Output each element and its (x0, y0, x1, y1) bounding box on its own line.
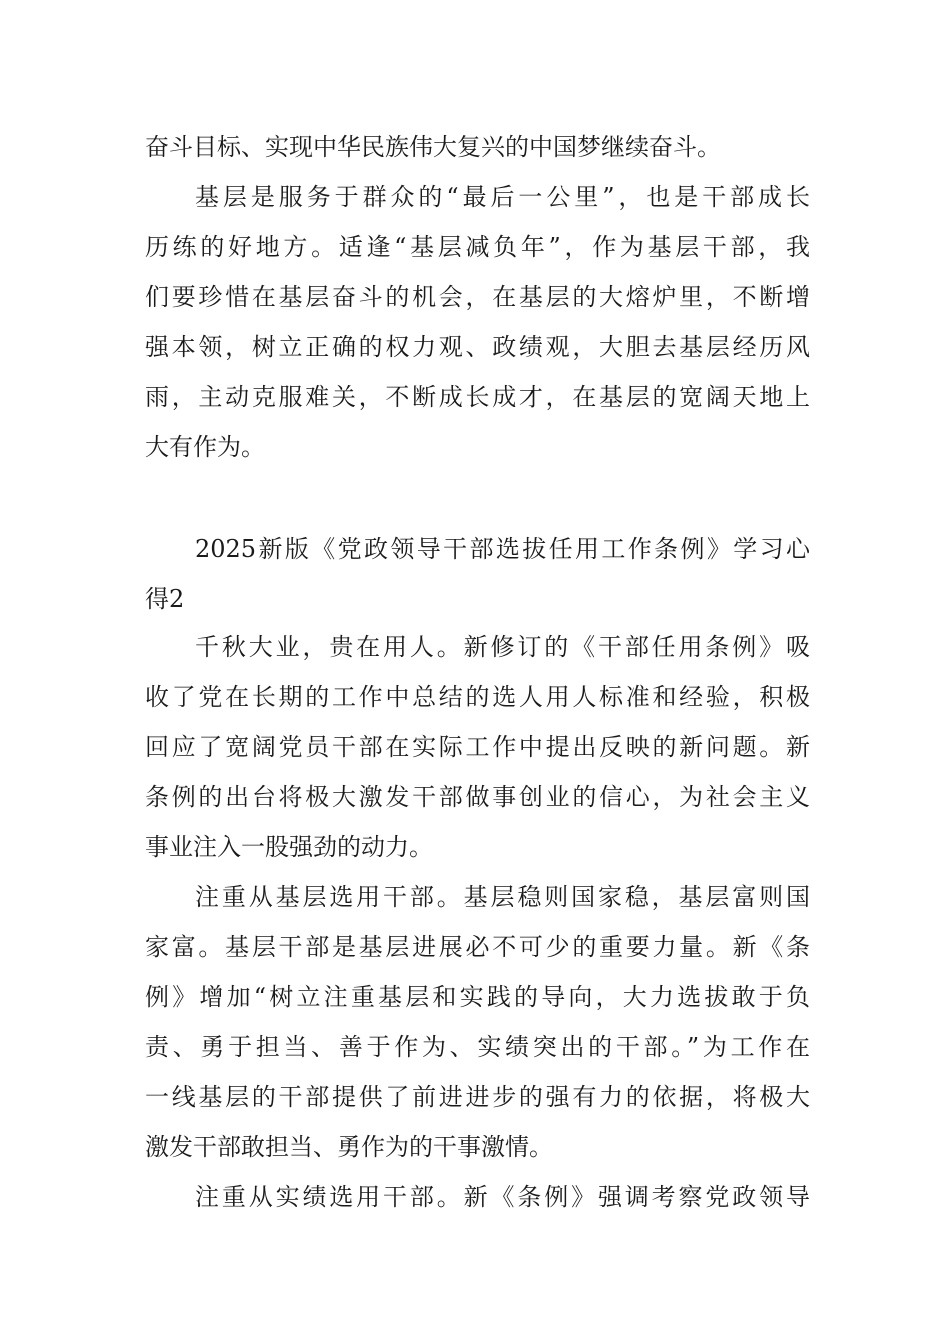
text-line: 奋斗目标、实现中华民族伟大复兴的中国梦继续奋斗。 (145, 133, 721, 161)
text-line: 注重从基层选用干部。基层稳则国家稳，基层富则国 (195, 883, 810, 911)
text-line: 条例的出台将极大激发干部做事创业的信心，为社会主义 (145, 783, 810, 811)
text-line: 大有作为。 (145, 433, 265, 461)
text-line: 激发干部敢担当、勇作为的干事激情。 (145, 1133, 553, 1161)
text-line: 历练的好地方。适逢“基层减负年”，作为基层干部，我 (145, 233, 810, 261)
text-line: 们要珍惜在基层奋斗的机会，在基层的大熔炉里，不断增 (145, 283, 810, 311)
text-line: 收了党在长期的工作中总结的选人用人标准和经验，积极 (145, 683, 810, 711)
text-line: 强本领，树立正确的权力观、政绩观，大胆去基层经历风 (145, 333, 810, 361)
text-line: 责、勇于担当、善于作为、实绩突出的干部。”为工作在 (145, 1033, 810, 1061)
text-line: 千秋大业，贵在用人。新修订的《干部任用条例》吸 (195, 633, 810, 661)
text-line: 事业注入一股强劲的动力。 (145, 833, 433, 861)
text-line: 回应了宽阔党员干部在实际工作中提出反映的新问题。新 (145, 733, 810, 761)
heading-line: 得2 (145, 585, 185, 613)
text-line: 注重从实绩选用干部。新《条例》强调考察党政领导 (195, 1183, 810, 1211)
text-line: 基层是服务于群众的“最后一公里”，也是干部成长 (195, 183, 810, 211)
heading-line: 2025新版《党政领导干部选拔任用工作条例》学习心 (195, 535, 810, 563)
text-line: 例》增加“树立注重基层和实践的导向，大力选拔敢于负 (145, 983, 810, 1011)
paragraph-group-1 (145, 122, 810, 472)
text-line: 一线基层的干部提供了前进进步的强有力的依据，将极大 (145, 1083, 810, 1111)
text-line: 雨，主动克服难关，不断成长成才，在基层的宽阔天地上 (145, 383, 810, 411)
section-heading (145, 524, 810, 624)
paragraph-group-2 (145, 622, 810, 1222)
text-line: 家富。基层干部是基层进展必不可少的重要力量。新《条 (145, 933, 810, 961)
